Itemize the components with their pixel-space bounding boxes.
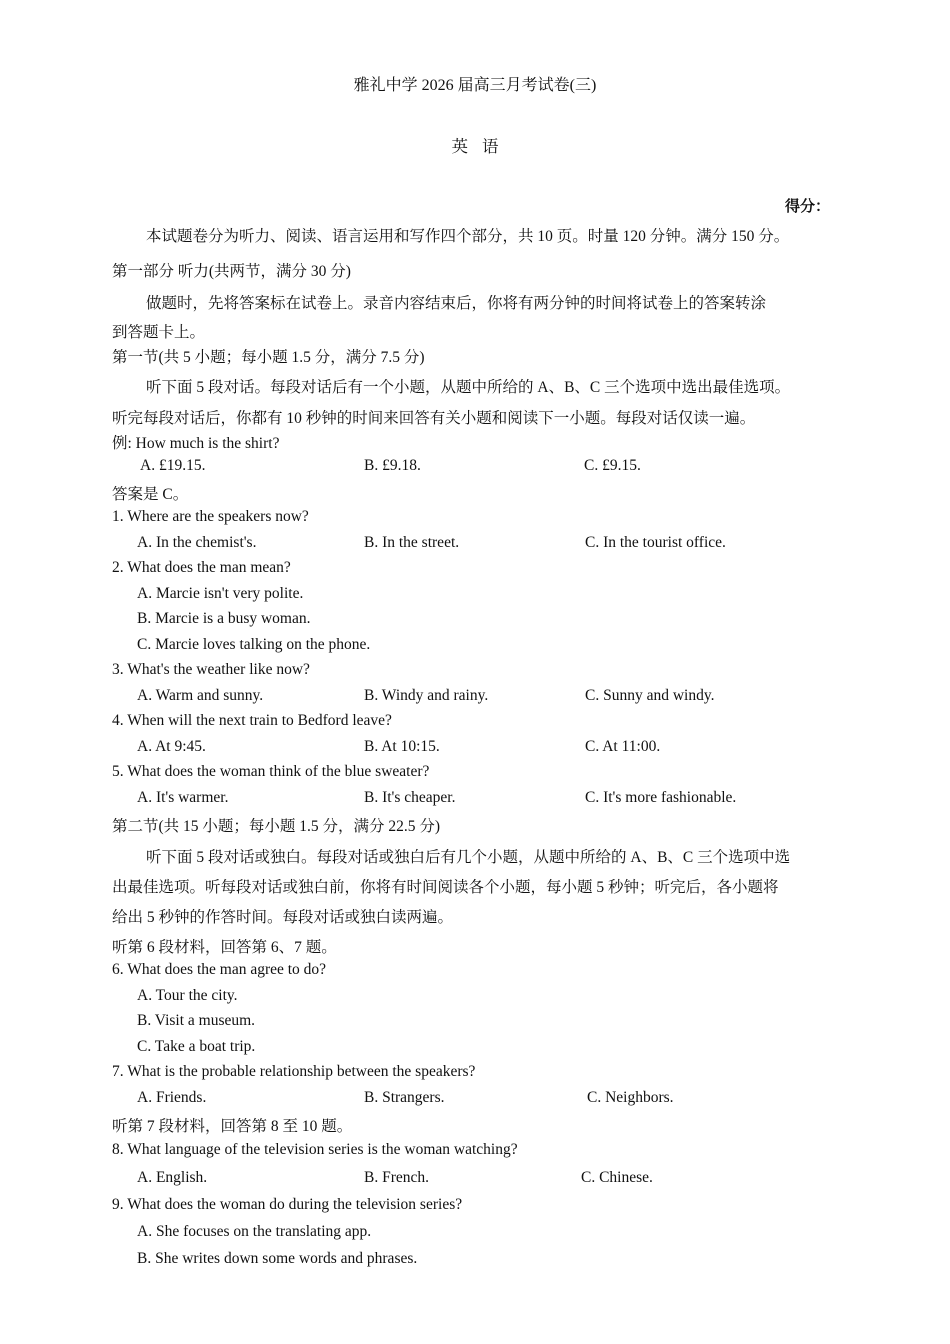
- part1-heading: 第一部分 听力(共两节，满分 30 分): [112, 263, 351, 280]
- question-5-option-b: B. It's cheaper.: [364, 789, 456, 806]
- material-6-label: 听第 6 段材料，回答第 6、7 题。: [112, 939, 337, 956]
- question-5-option-c: C. It's more fashionable.: [585, 789, 737, 806]
- question-1-option-c: C. In the tourist office.: [585, 534, 726, 551]
- example-answer: 答案是 C。: [112, 486, 189, 503]
- question-2-option-c: C. Marcie loves talking on the phone.: [137, 636, 371, 653]
- question-2-option-b: B. Marcie is a busy woman.: [137, 610, 311, 627]
- part1-instruction-line1: 做题时，先将答案标在试卷上。录音内容结束后，你将有两分钟的时间将试卷上的答案转涂: [146, 295, 767, 312]
- question-5-option-a: A. It's warmer.: [137, 789, 229, 806]
- question-6-option-c: C. Take a boat trip.: [137, 1038, 256, 1055]
- section1-instruction-line1: 听下面 5 段对话。每段对话后有一个小题，从题中所给的 A、B、C 三个选项中选出最佳选项。: [146, 379, 791, 396]
- subject-heading: 英语: [451, 137, 513, 156]
- question-4-option-c: C. At 11:00.: [585, 738, 661, 755]
- section1-instruction-line2: 听完每段对话后，你都有 10 秒钟的时间来回答有关小题和阅读下一小题。每段对话仅读一遍。: [112, 410, 756, 427]
- question-9-stem: 9. What does the woman do during the television series?: [112, 1196, 463, 1213]
- question-1-option-a: A. In the chemist's.: [137, 534, 257, 551]
- question-3-option-c: C. Sunny and windy.: [585, 687, 715, 704]
- question-7-option-c: C. Neighbors.: [587, 1089, 674, 1106]
- example-option-a: A. £19.15.: [140, 457, 206, 474]
- question-1-stem: 1. Where are the speakers now?: [112, 508, 309, 525]
- example-option-b: B. £9.18.: [364, 457, 421, 474]
- question-7-option-a: A. Friends.: [137, 1089, 207, 1106]
- question-8-stem: 8. What language of the television series is the woman watching?: [112, 1141, 518, 1158]
- question-6-option-a: A. Tour the city.: [137, 987, 238, 1004]
- section2-instruction-line1: 听下面 5 段对话或独白。每段对话或独白后有几个小题，从题中所给的 A、B、C 三个选项中选: [146, 849, 791, 866]
- example-question: 例: How much is the shirt?: [112, 435, 280, 452]
- question-6-option-b: B. Visit a museum.: [137, 1012, 256, 1029]
- question-9-option-b: B. She writes down some words and phrases.: [137, 1250, 418, 1267]
- question-8-option-a: A. English.: [137, 1169, 208, 1186]
- question-3-option-a: A. Warm and sunny.: [137, 687, 264, 704]
- question-2-stem: 2. What does the man mean?: [112, 559, 291, 576]
- example-option-c: C. £9.15.: [584, 457, 641, 474]
- question-1-option-b: B. In the street.: [364, 534, 460, 551]
- question-4-option-b: B. At 10:15.: [364, 738, 440, 755]
- intro-text: 本试题卷分为听力、阅读、语言运用和写作四个部分，共 10 页。时量 120 分钟。满分 150 分。: [146, 228, 790, 245]
- question-7-option-b: B. Strangers.: [364, 1089, 445, 1106]
- material-7-label: 听第 7 段材料，回答第 8 至 10 题。: [112, 1118, 353, 1135]
- question-8-option-c: C. Chinese.: [581, 1169, 653, 1186]
- question-3-option-b: B. Windy and rainy.: [364, 687, 489, 704]
- question-8-option-b: B. French.: [364, 1169, 430, 1186]
- question-7-stem: 7. What is the probable relationship between the speakers?: [112, 1063, 476, 1080]
- part1-instruction-line2: 到答题卡上。: [112, 324, 206, 341]
- question-9-option-a: A. She focuses on the translating app.: [137, 1223, 372, 1240]
- question-4-option-a: A. At 9:45.: [137, 738, 206, 755]
- section2-instruction-line3: 给出 5 秒钟的作答时间。每段对话或独白读两遍。: [112, 909, 454, 926]
- question-2-option-a: A. Marcie isn't very polite.: [137, 585, 304, 602]
- question-4-stem: 4. When will the next train to Bedford leave?: [112, 712, 392, 729]
- section2-instruction-line2: 出最佳选项。听每段对话或独白前，你将有时间阅读各个小题，每小题 5 秒钟；听完后，各小题将: [112, 879, 779, 896]
- score-label: 得分：: [784, 197, 830, 215]
- question-6-stem: 6. What does the man agree to do?: [112, 961, 327, 978]
- section1-heading: 第一节(共 5 小题；每小题 1.5 分，满分 7.5 分): [112, 349, 425, 366]
- section2-heading: 第二节(共 15 小题；每小题 1.5 分，满分 22.5 分): [112, 818, 441, 835]
- question-5-stem: 5. What does the woman think of the blue sweater?: [112, 763, 430, 780]
- question-3-stem: 3. What's the weather like now?: [112, 661, 310, 678]
- exam-title: 雅礼中学 2026 届高三月考试卷(三): [353, 77, 597, 94]
